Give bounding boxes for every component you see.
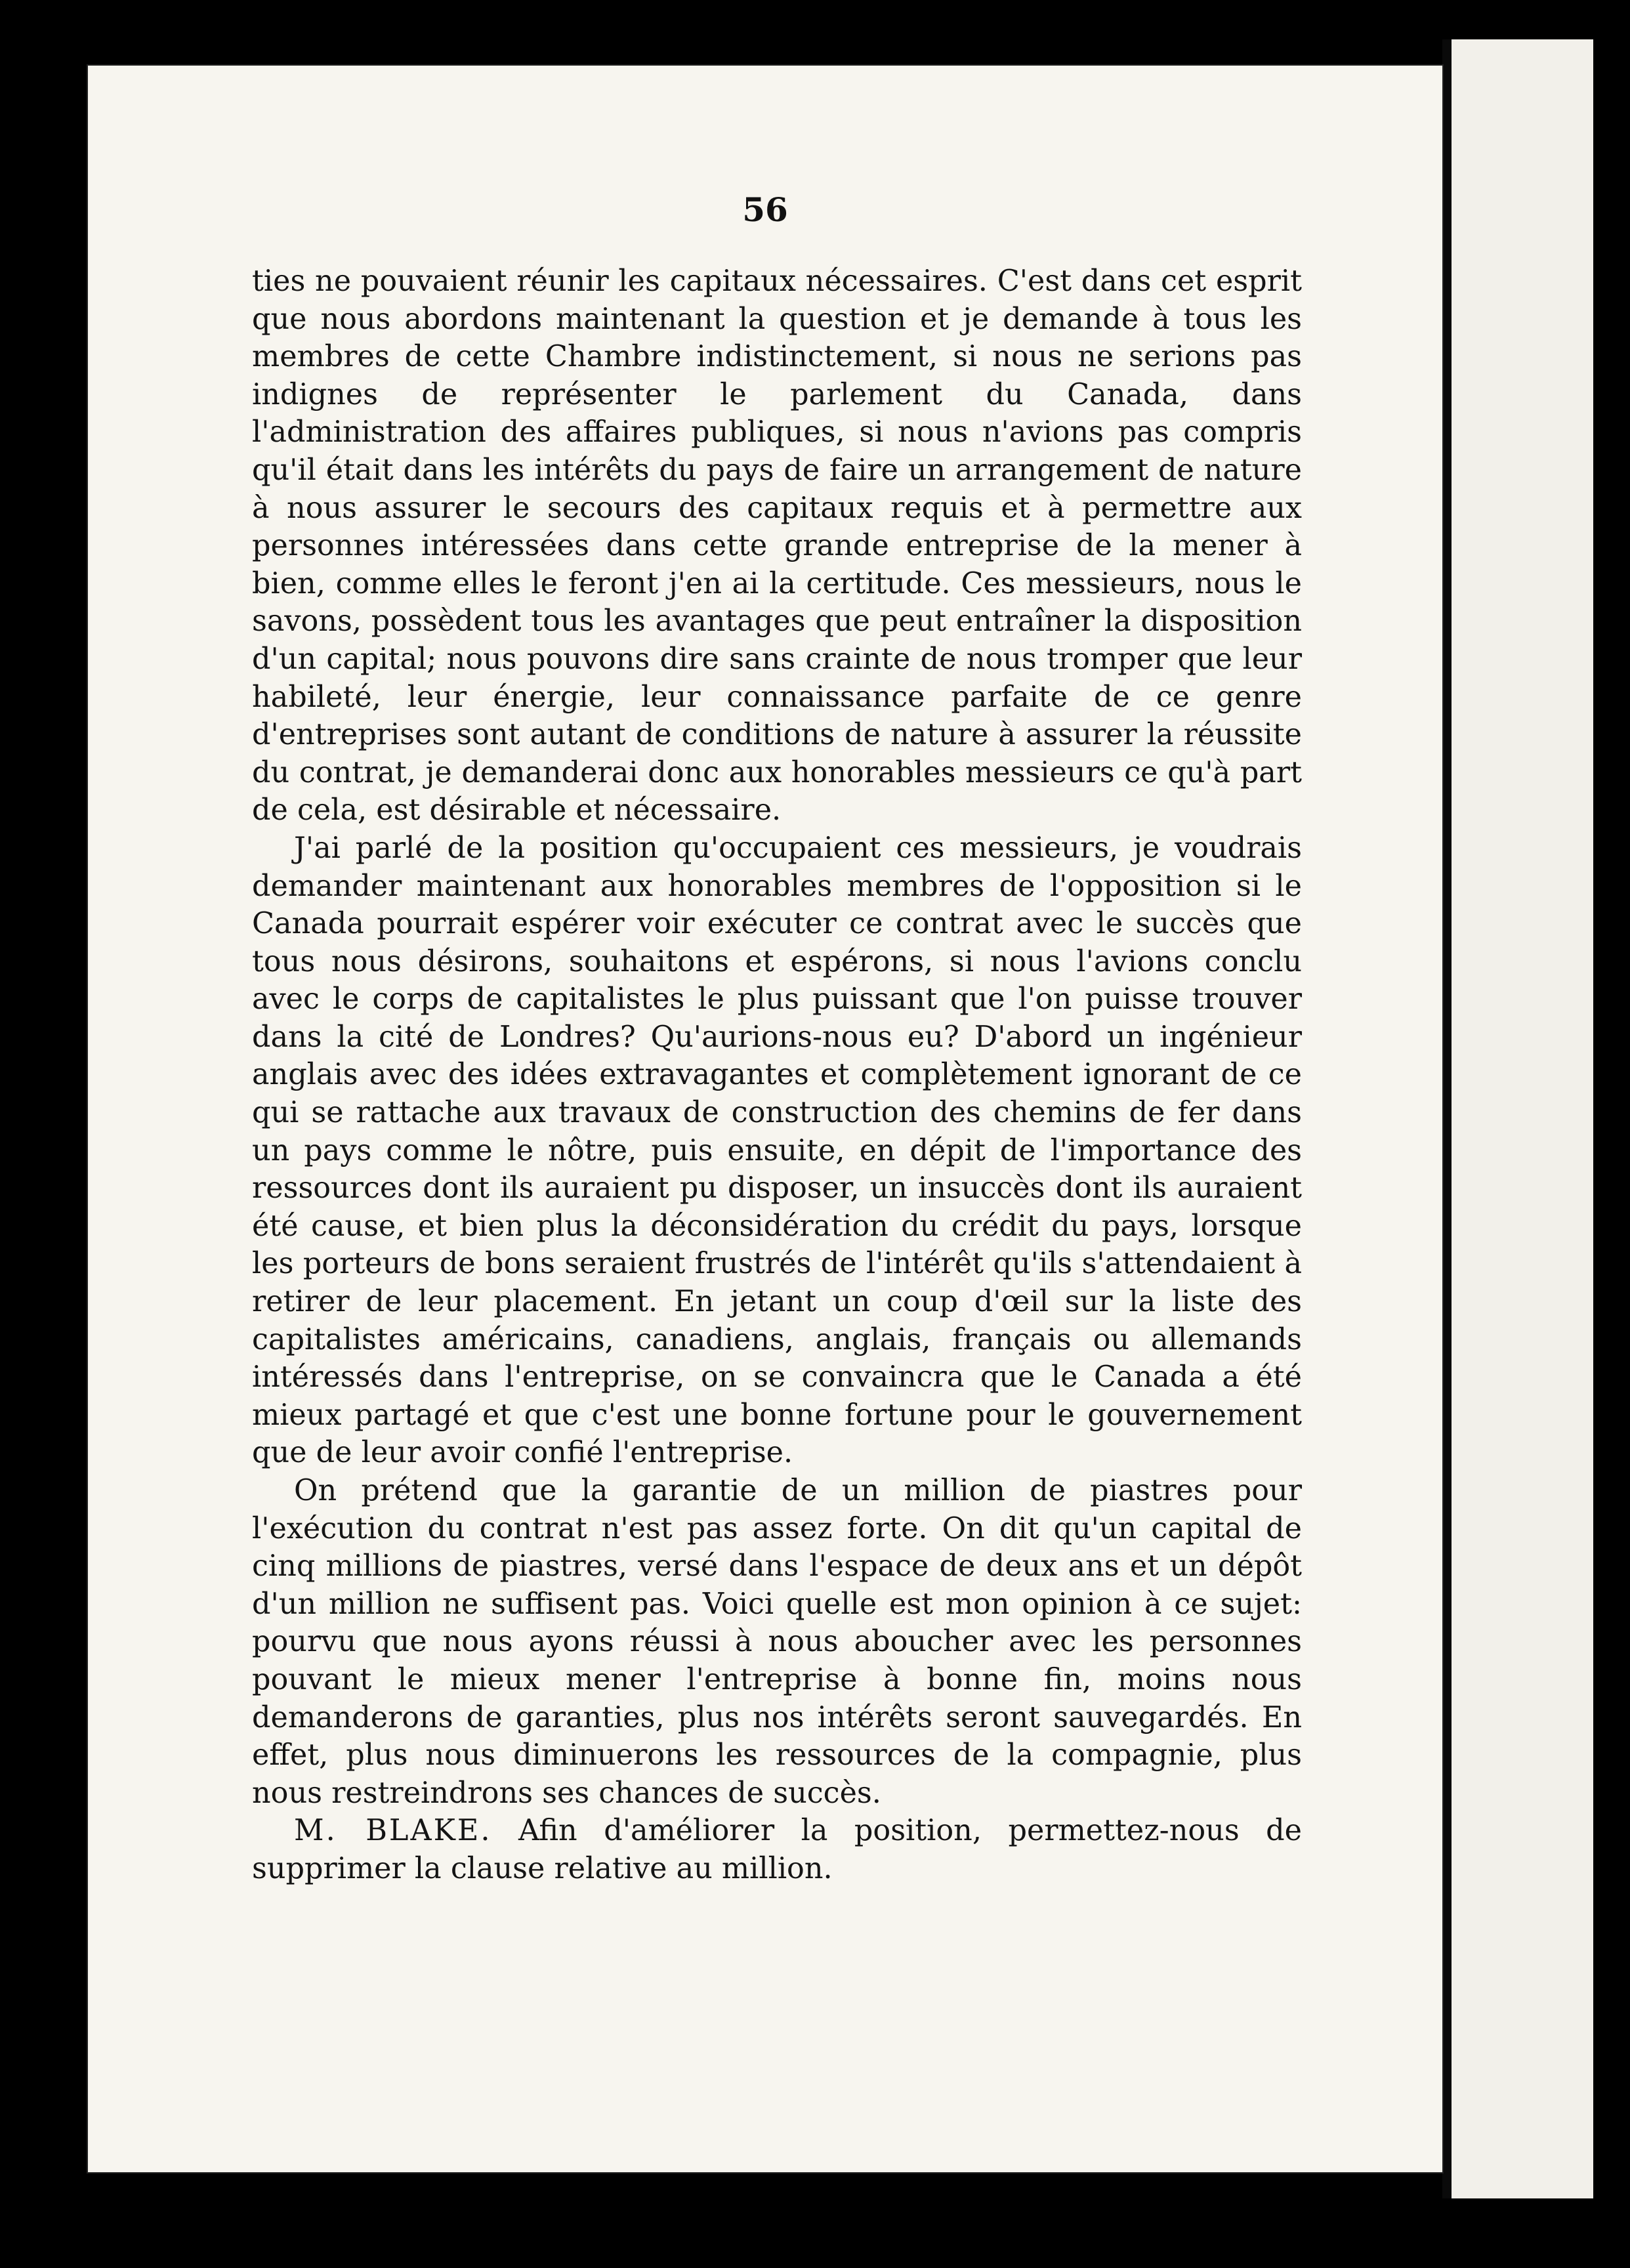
speaker-name: M. BLAKE. <box>294 1814 492 1848</box>
page-number: 56 <box>742 190 788 229</box>
paragraph-2: J'ai parlé de la position qu'occupaient ces messieurs, je voudrais demander maintenant aux honorables membres de l'opposition si le Canada pourrait espérer voir exécuter ce contrat avec le succès que tous nous désirons, souhaitons et espérons, si nous l'avions conclu avec le corps de capitalistes le plus puissant que l'on puisse trouver dans la cité de Londres? Qu'aurions-nous eu? D'abord un ingénieur anglais avec des idées extravagantes et complètement ignorant de ce qui se rattache aux travaux de construction des chemins de fer dans un pays comme le nôtre, puis ensuite, en dépit de l'importance des ressources dont ils auraient pu disposer, un insuccès dont ils auraient été cause, et bien plus la déconsidération du crédit du pays, lorsque les porteurs de bons seraient frustrés de l'intérêt qu'ils s'attendaient à retirer de leur placement. En jetant un coup d'œil sur la liste des capitalistes américains, canadiens, anglais, français ou allemands intéressés dans l'entreprise, on se convaincra que le Canada a été mieux partagé et que c'est une bonne fortune pour le gouvernement que de leur avoir confié l'entreprise. <box>252 831 1302 1470</box>
paragraph-3: On prétend que la garantie de un million de piastres pour l'exécution du contrat n'est pas assez forte. On dit qu'un capital de cinq millions de piastres, versé dans l'espace de deux ans et un dépôt d'un million ne suffisent pas. Voici quelle est mon opinion à ce sujet: pourvu que nous ayons réussi à nous aboucher avec les personnes pouvant le mieux mener l'entreprise à bonne fin, moins nous demanderons de garanties, plus nos intérêts seront sauvegardés. En effet, plus nous diminuerons les ressources de la compagnie, plus nous restreindrons ses chances de succès. <box>252 1474 1302 1810</box>
paragraph-1: ties ne pouvaient réunir les capitaux nécessaires. C'est dans cet esprit que nous abordons maintenant la question et je demande à tous les membres de cette Chambre indistinctement, si nous ne serions pas indignes de représenter le parlement du Canada, dans l'administration des affaires publiques, si nous n'avions pas compris qu'il était dans les intérêts du pays de faire un arrangement de nature à nous assurer le secours des capitaux requis et à permettre aux personnes intéressées dans cette grande entreprise de la mener à bien, comme elles le feront j'en ai la certitude. Ces messieurs, nous le savons, possèdent tous les avantages que peut entraîner la disposition d'un capital; nous pouvons dire sans crainte de nous tromper que leur habileté, leur énergie, leur connaissance parfaite de ce genre d'entreprises sont autant de conditions de nature à assurer la réussite du contrat, je demanderai donc aux honorables messieurs ce qu'à part de cela, est désirable et nécessaire. <box>252 264 1302 828</box>
body-text <box>252 262 1302 1888</box>
adjacent-page-edge <box>1442 39 1593 2198</box>
paragraph-4 <box>252 1812 1302 1887</box>
document-page <box>88 66 1442 2172</box>
speech-text: Afin d'améliorer la position, permettez-nous de supprimer la clause relative au million. <box>252 1814 1302 1885</box>
page-gutter-shadow <box>1442 39 1452 2198</box>
